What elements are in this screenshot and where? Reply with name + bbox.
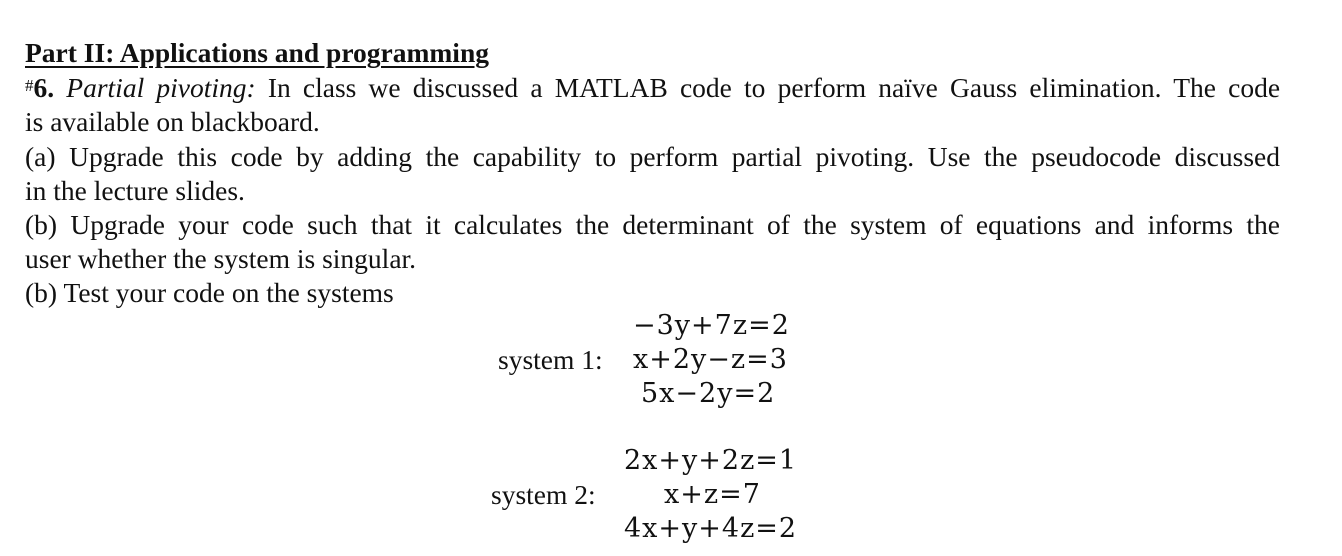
system-1-equation-3: 5x−2y=2 [641, 378, 776, 409]
part-c-line: (b) Test your code on the systems [25, 277, 394, 308]
part-b-line-2: user whether the system is singular. [25, 243, 417, 274]
problem-statement-line-2: is available on blackboard. [25, 106, 320, 137]
system-1-equation-1: −3y+7z=2 [633, 310, 790, 341]
system-2-equation-3: 4x+y+4z=2 [624, 513, 798, 544]
part-a-line-1: (a) Upgrade this code by adding the capability to perform partial pivoting. Use the pseudocode discussed [25, 141, 1280, 172]
part-b-line-1: (b) Upgrade your code such that it calculates the determinant of the system of equations and informs the [25, 209, 1280, 240]
problem-topic: Partial pivoting: [66, 72, 256, 103]
section-heading: Part II: Applications and programming [25, 37, 489, 68]
system-1-label: system 1: [498, 344, 603, 375]
part-a-line-2: in the lecture slides. [25, 175, 245, 206]
system-2-equation-2: x+z=7 [664, 479, 761, 510]
system-1-equation-2: x+2y−z=3 [633, 344, 788, 375]
problem-marker: # [25, 76, 34, 95]
problem-statement-line-1 [25, 71, 1280, 105]
system-2-equation-1: 2x+y+2z=1 [624, 445, 798, 476]
problem-intro-b: code to perform naïve Gauss elimination. The code [679, 72, 1281, 103]
language-name: MATLAB [554, 72, 668, 103]
problem-number: 6. [33, 72, 55, 103]
system-2-label: system 2: [491, 479, 596, 510]
problem-intro-a: In class we discussed a [267, 72, 543, 103]
